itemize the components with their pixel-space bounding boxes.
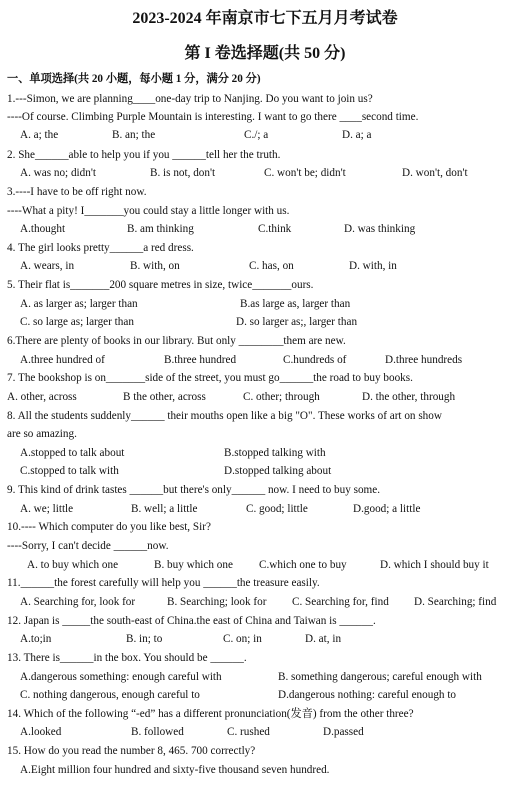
q4-stem: 4. The girl looks pretty______a red dress. bbox=[7, 242, 194, 254]
q12-option-c: C. on; in bbox=[223, 633, 262, 645]
q6-option-d: D.three hundreds bbox=[385, 354, 463, 366]
q8-option-b: B.stopped talking with bbox=[224, 447, 326, 459]
q6-option-c: C.hundreds of bbox=[283, 354, 347, 366]
q5-option-b: B.as large as, larger than bbox=[240, 298, 351, 310]
q11-option-b: B. Searching; look for bbox=[167, 596, 267, 608]
q14-option-c: C. rushed bbox=[227, 726, 270, 738]
q10-stem: 10.---- Which computer do you like best, Sir? bbox=[7, 521, 211, 533]
q6-option-b: B.three hundred bbox=[164, 354, 237, 366]
q12-option-a: A.to;in bbox=[20, 633, 52, 645]
exam-title: 2023-2024 年南京市七下五月月考试卷 bbox=[132, 10, 398, 27]
part-title: 第 I 卷选择题(共 50 分) bbox=[184, 45, 346, 62]
q2-option-c: C. won't be; didn't bbox=[264, 167, 346, 179]
q15-stem: 15. How do you read the number 8, 465. 700 correctly? bbox=[7, 745, 256, 757]
q3-option-c: C.think bbox=[258, 223, 292, 235]
q10-option-d: D. which I should buy it bbox=[380, 559, 489, 571]
q3-option-d: D. was thinking bbox=[344, 223, 416, 235]
q2-option-d: D. won't, don't bbox=[402, 167, 468, 179]
q2-option-b: B. is not, don't bbox=[150, 167, 216, 179]
q13-option-a: A.dangerous something: enough careful with bbox=[20, 671, 222, 683]
q7-option-b: B the other, across bbox=[123, 391, 206, 403]
q1-stem: 1.---Simon, we are planning____one-day trip to Nanjing. Do you want to join us? bbox=[7, 93, 373, 105]
q1-option-d: D. a; a bbox=[342, 129, 372, 141]
q13-option-d: D.dangerous nothing: careful enough to bbox=[278, 689, 457, 701]
q7-option-d: D. the other, through bbox=[362, 391, 456, 403]
q8-option-c: C.stopped to talk with bbox=[20, 465, 119, 477]
q7-stem: 7. The bookshop is on_______side of the street, you must go______the road to buy books. bbox=[7, 372, 413, 384]
q13-stem: 13. There is______in the box. You should be ______. bbox=[7, 652, 247, 664]
q5-option-a: A. as larger as; larger than bbox=[20, 298, 138, 310]
q10-option-c: C.which one to buy bbox=[259, 559, 347, 571]
q9-option-a: A. we; little bbox=[20, 503, 74, 515]
q11-option-c: C. Searching for, find bbox=[292, 596, 389, 608]
q11-option-a: A. Searching for, look for bbox=[20, 596, 136, 608]
q1-option-a: A. a; the bbox=[20, 129, 59, 141]
q9-option-c: C. good; little bbox=[246, 503, 308, 515]
q8-option-a: A.stopped to talk about bbox=[20, 447, 125, 459]
q12-option-b: B. in; to bbox=[126, 633, 163, 645]
q10-option-a: A. to buy which one bbox=[27, 559, 119, 571]
q14-option-d: D.passed bbox=[323, 726, 364, 738]
q7-option-a: A. other, across bbox=[7, 391, 77, 403]
q9-option-b: B. well; a little bbox=[131, 503, 198, 515]
q10-stem-2: ----Sorry, I can't decide ______now. bbox=[7, 540, 169, 552]
q11-stem: 11.______the forest carefully will help you ______the treasure easily. bbox=[7, 577, 320, 589]
q9-option-d: D.good; a little bbox=[353, 503, 421, 515]
q6-option-a: A.three hundred of bbox=[20, 354, 105, 366]
q1-option-b: B. an; the bbox=[112, 129, 156, 141]
q15-option-a: A.Eight million four hundred and sixty-five thousand seven hundred. bbox=[20, 764, 330, 776]
q8-option-d: D.stopped talking about bbox=[224, 465, 332, 477]
q9-stem: 9. This kind of drink tastes ______but there's only______ now. I need to buy some. bbox=[7, 484, 381, 496]
q14-option-a: A.looked bbox=[20, 726, 62, 738]
q13-option-c: C. nothing dangerous, enough careful to bbox=[20, 689, 200, 701]
q1-stem-2: ----Of course. Climbing Purple Mountain is interesting. I want to go there ____second time. bbox=[7, 111, 419, 123]
q7-option-c: C. other; through bbox=[243, 391, 320, 403]
q1-option-c: C./; a bbox=[244, 129, 269, 141]
q3-option-b: B. am thinking bbox=[127, 223, 194, 235]
q8-stem-2: are so amazing. bbox=[7, 428, 77, 440]
q4-option-b: B. with, on bbox=[130, 260, 180, 272]
section-heading: 一、单项选择(共 20 小题，每小题 1 分，满分 20 分) bbox=[7, 73, 261, 85]
q11-option-d: D. Searching; find bbox=[414, 596, 497, 608]
q4-option-d: D. with, in bbox=[349, 260, 397, 272]
q3-option-a: A.thought bbox=[20, 223, 66, 235]
q2-option-a: A. was no; didn't bbox=[20, 167, 96, 179]
q8-stem: 8. All the students suddenly______ their mouths open like a big "O". These works of art on show bbox=[7, 410, 442, 422]
q5-option-c: C. so large as; larger than bbox=[20, 316, 134, 328]
q4-option-a: A. wears, in bbox=[20, 260, 75, 272]
q14-stem: 14. Which of the following “-ed” has a different pronunciation(发音) from the other three? bbox=[7, 708, 414, 720]
q6-stem: 6.There are plenty of books in our library. But only ________them are new. bbox=[7, 335, 346, 347]
q3-stem-2: ----What a pity! I_______you could stay a little longer with us. bbox=[7, 205, 290, 217]
q5-option-d: D. so larger as;, larger than bbox=[236, 316, 358, 328]
q4-option-c: C. has, on bbox=[249, 260, 294, 272]
q12-stem: 12. Japan is _____the south-east of China.the east of China and Taiwan is ______. bbox=[7, 615, 376, 627]
q13-option-b: B. something dangerous; careful enough with bbox=[278, 671, 482, 683]
q3-stem: 3.----I have to be off right now. bbox=[7, 186, 147, 198]
q5-stem: 5. Their flat is_______200 square metres in size, twice_______ours. bbox=[7, 279, 314, 291]
q2-stem: 2. She______able to help you if you ______tell her the truth. bbox=[7, 149, 281, 161]
q14-option-b: B. followed bbox=[131, 726, 184, 738]
q12-option-d: D. at, in bbox=[305, 633, 342, 645]
q10-option-b: B. buy which one bbox=[154, 559, 233, 571]
